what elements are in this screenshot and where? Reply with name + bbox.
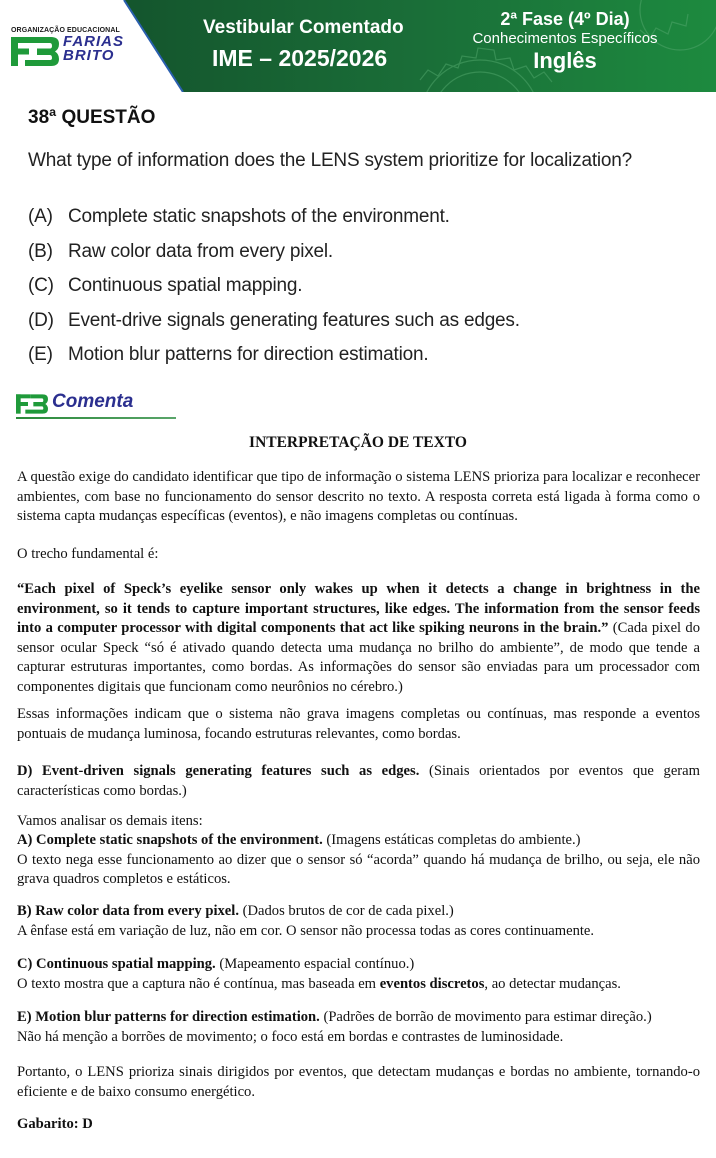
option-letter: (C) [28,275,54,296]
excerpt-translation: (Cada pixel do sensor ocular Speck “só é ativado quando detecta uma mudança no brilho do ambiente”, de modo que tende a capturar estruturas importantes, como bordas. As informações do sensor são enviadas para um processador com componentes digitais que funcionam como neurônios no cérebro.) [17,620,701,695]
answer-options [28,206,520,379]
fb-comenta-badge [16,393,176,419]
option-b [28,241,520,276]
excerpt-block [17,580,700,697]
option-text: Motion blur patterns for direction estimation. [68,344,429,365]
logo-name-line1: FARIAS [63,33,125,50]
other-option-translation: (Padrões de borrão de movimento para estimar direção.) [319,1009,652,1025]
other-option-e [17,1008,700,1047]
other-option-c [17,955,700,994]
header-exam: IME – 2025/2026 [212,45,388,71]
other-option-bold: A) Complete static snapshots of the environment. [17,832,323,848]
fb-logo-icon [11,37,59,66]
intro-paragraph: A questão exige do candidato identificar que tipo de informação o sistema LENS prioriza para localizar e reconhecer ambientes, com base no funcionamento do sensor descrito no texto. A resposta correta está ligada à forma como o sistema capta mudanças específicas (eventos), e não imagens completas ou contínuas. [17,469,700,524]
other-option-explanation: A ênfase está em variação de luz, não em cor. O sensor não processa todas as cores continuamente. [17,922,595,939]
correct-answer-translation: (Sinais orientados por eventos que geram características como bordas.) [17,763,700,799]
option-d [28,310,520,345]
header-phase: 2ª Fase (4º Dia) [500,9,630,29]
option-text: Event-drive signals generating features such as edges. [68,309,520,331]
logo-name [63,35,124,63]
correct-answer-paragraph [17,762,700,801]
other-option-bold: C) Continuous spatial mapping. [17,956,216,972]
section-title: INTERPRETAÇÃO DE TEXTO [249,434,467,451]
answer-key: Gabarito: D [17,1116,93,1132]
correct-answer-bold: D) Event-driven signals generating features such as edges. [17,763,420,779]
explanation-text: , ao detectar mudanças. [484,975,621,992]
question-number: 38ª QUESTÃO [28,107,156,128]
other-option-translation: (Imagens estáticas completas do ambiente.) [322,832,581,848]
explanation-emphasis: eventos discretos [379,975,485,992]
excerpt-quote: “Each pixel of Speck’s eyelike sensor only wakes up when it detects a change in brightness in the environment, so it tends to capture important structures, like edges. The information from the sensor feeds into a computer processor with digital components that act like spiking neurons in the brain.” [17,581,700,636]
option-e [28,344,520,379]
other-option-explanation [17,975,700,995]
header-title: Vestibular Comentado [203,17,404,38]
other-option-explanation: Não há menção a borrões de movimento; o foco está em bordas e contrastes de luminosidade. [17,1028,564,1045]
question-prompt: What type of information does the LENS system prioritize for localization? [28,150,633,171]
option-a [28,206,520,241]
analysis-paragraph: Essas informações indicam que o sistema não grava imagens completas ou contínuas, mas responde a eventos pontuais de mudança luminosa, focando estruturas relevantes, como bordas. [17,706,700,742]
comenta-label: Comenta [52,391,134,412]
farias-brito-logo [11,27,131,69]
option-letter: (E) [28,344,53,365]
conclusion-paragraph: Portanto, o LENS prioriza sinais dirigidos por eventos, que detectam mudanças e bordas no ambiente, tornando-o eficiente e de baixo consumo energético. [17,1064,700,1100]
other-option-a [17,831,700,890]
others-intro: Vamos analisar os demais itens: [17,813,203,829]
option-text: Raw color data from every pixel. [68,240,333,262]
logo-org-label: ORGANIZAÇÃO EDUCACIONAL [11,27,120,34]
other-option-b [17,902,700,941]
other-option-bold: B) Raw color data from every pixel. [17,903,239,919]
other-option-bold: E) Motion blur patterns for direction estimation. [17,1009,320,1025]
other-option-explanation: O texto nega esse funcionamento ao dizer que o sensor só “acorda” quando há mudança de brilho, ou seja, ele não grava quadros completos e estáticos. [17,851,700,887]
header-subject: Inglês [533,48,597,73]
option-letter: (A) [28,206,53,227]
explanation-text: O texto mostra que a captura não é contínua, mas baseada em [17,975,380,992]
page-header [0,0,716,92]
option-letter: (B) [28,240,53,262]
logo-name-line2: BRITO [63,47,115,64]
option-letter: (D) [28,309,54,331]
option-text: Complete static snapshots of the environment. [68,206,450,227]
other-option-translation: (Mapeamento espacial contínuo.) [215,956,415,972]
header-area: Conhecimentos Específicos [472,30,658,47]
option-text: Continuous spatial mapping. [68,275,303,296]
other-option-translation: (Dados brutos de cor de cada pixel.) [238,903,454,919]
excerpt-label: O trecho fundamental é: [17,546,159,562]
comenta-underline [16,417,176,419]
option-c [28,275,520,310]
header-exam-info [470,8,660,75]
fb-logo-icon [16,394,48,414]
